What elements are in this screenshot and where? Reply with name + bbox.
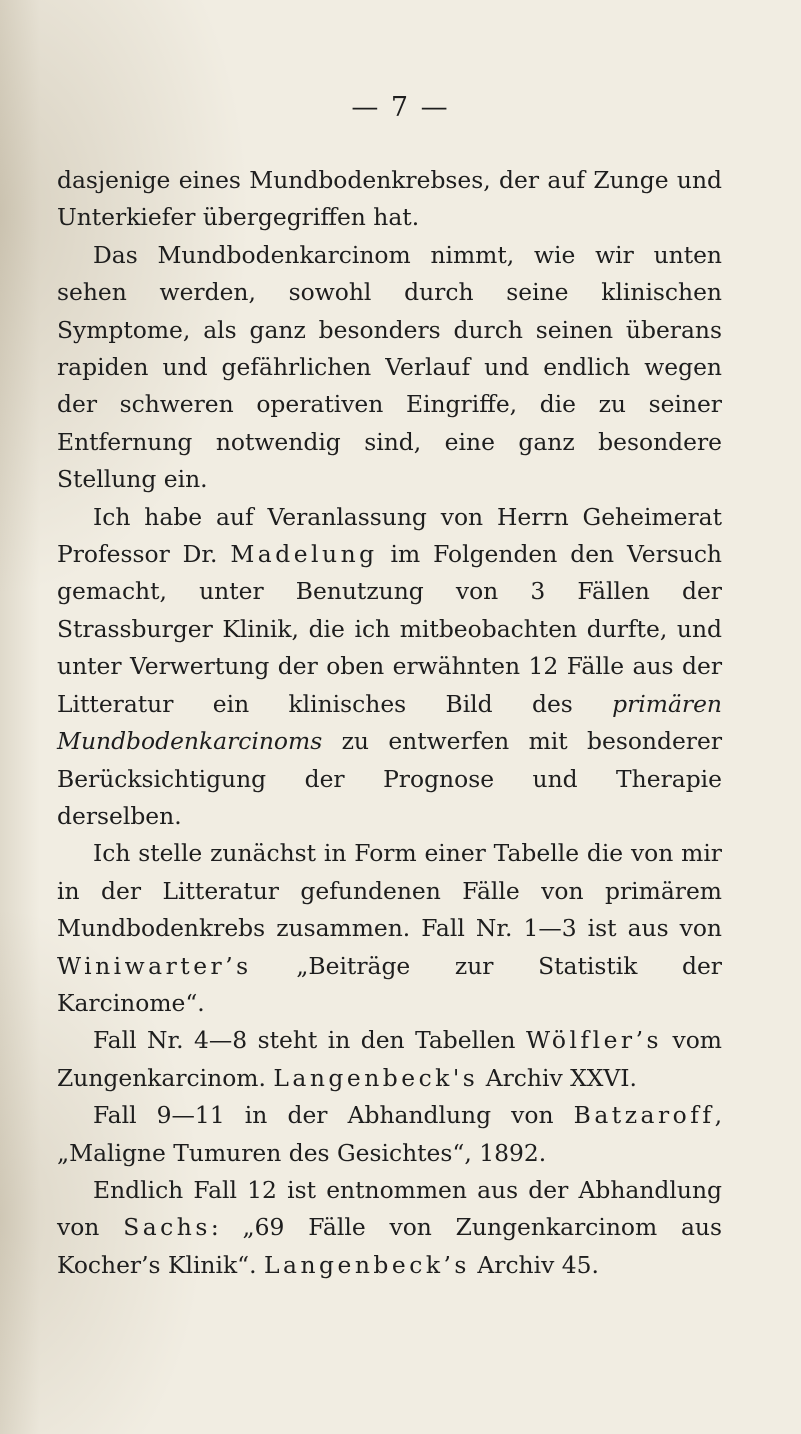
paragraph	[57, 237, 722, 499]
paragraph	[57, 1022, 722, 1097]
text-run: zu entwerfen mit besonderer Berücksichtigung der Prognose und Therapie derselben.	[57, 727, 722, 830]
text-run: Archiv XXVI.	[478, 1063, 637, 1092]
text-run: Ich habe auf Veranlassung von Herrn Geheimerat Professor Dr.	[57, 502, 722, 569]
paragraph	[57, 835, 722, 1022]
page-number: — 7 —	[351, 92, 450, 123]
text-run: Fall 9—11 in der Abhandlung von	[93, 1101, 574, 1130]
text-run: Endlich Fall 12 ist entnommen aus der Abhandlung von	[57, 1175, 722, 1242]
author-name: Langenbeck's	[273, 1063, 479, 1092]
author-name: Wölfler’s	[525, 1026, 663, 1055]
text-run: Ich stelle zunächst in Form einer Tabelle die von mir in der Litteratur gefundenen Fälle von primärem Mundbodenkrebs zusammen. Fall Nr. 1—3 ist aus von	[57, 839, 722, 943]
text-run: , „Maligne Tumuren des Gesichtes“, 1892.	[57, 1101, 722, 1167]
author-name: Sachs	[123, 1213, 211, 1242]
text-run: im Folgenden den Versuch gemacht, unter Benutzung von 3 Fällen der Strassburger Klinik, die ich mitbeobachten durfte, und unter Verwertung der oben erwähnten 12 Fälle aus der Litteratur ein klinisches Bild des	[57, 540, 722, 718]
paragraph	[57, 1097, 722, 1172]
text-run: Das Mundbodenkarcinom nimmt, wie wir unten sehen werden, sowohl durch seine klinischen Symptome, als ganz besonders durch seinen überans rapiden und gefährlichen Verlauf und endlich wegen der schweren operativen Eingriffe, die zu seiner Entfernung notwendig sind, eine ganz besondere Stellung ein.	[57, 240, 722, 494]
body-text	[57, 162, 722, 1284]
text-run: „Beiträge zur Statistik der Karcinome“.	[57, 951, 722, 1017]
author-name: Winiwarter’s	[57, 951, 252, 980]
author-name: Madelung	[230, 540, 378, 569]
author-name: Batzaroff	[573, 1101, 715, 1130]
text-run: : „69 Fälle von Zungenkarcinom aus Kocher’s Klinik“.	[57, 1213, 722, 1279]
paragraph	[57, 1172, 722, 1284]
emphasized-term: primären Mundbodenkarcinoms	[57, 689, 722, 756]
text-run: dasjenige eines Mundbodenkrebses, der auf Zunge und Unterkiefer übergegriffen hat.	[57, 166, 722, 232]
author-name: Langenbeck’s	[263, 1250, 470, 1279]
paragraph	[57, 162, 722, 237]
text-run: Archiv 45.	[469, 1250, 599, 1279]
text-run: Fall Nr. 4—8 steht in den Tabellen	[93, 1026, 526, 1055]
paragraph	[57, 499, 722, 836]
text-run: vom Zungenkarcinom.	[57, 1026, 722, 1092]
